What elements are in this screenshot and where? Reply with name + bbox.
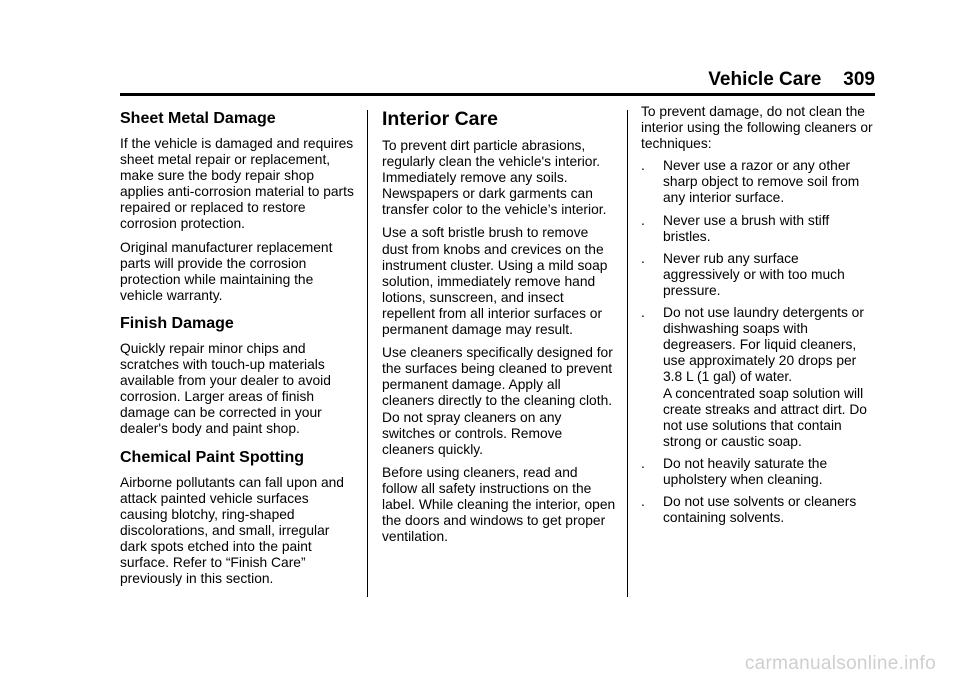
bullet-mark: . bbox=[641, 305, 645, 321]
bullet-list bbox=[641, 158, 879, 526]
paragraph: Original manufacturer replacement parts will provide the corrosion protection while maintaining the vehicle warranty. bbox=[120, 239, 333, 303]
heading-finish-damage: Finish Damage bbox=[120, 314, 234, 332]
section-title: Vehicle Care bbox=[708, 69, 822, 90]
column-right bbox=[641, 104, 879, 532]
column-middle bbox=[382, 104, 616, 552]
list-item-text: Do not use solvents or cleaners containing solvents. bbox=[663, 494, 857, 526]
bullet-mark: . bbox=[641, 455, 645, 471]
bullet-mark: . bbox=[641, 250, 645, 266]
heading-sheet-metal-damage: Sheet Metal Damage bbox=[120, 110, 276, 127]
paragraph: If the vehicle is damaged and requires sheet metal repair or replacement, make sure the body repair shop applies anti-corrosion material to parts repaired or replaced to restore corrosion protection. bbox=[120, 136, 354, 232]
watermark: carmanualsonline.info bbox=[744, 653, 936, 674]
list-item-text: Never use a brush with stiff bristles. bbox=[663, 212, 830, 244]
paragraph: Use a soft bristle brush to remove dust from knobs and crevices on the instrument cluster. Using a mild soap solution, immediately remove hand lotions, sunscreen, and insect repellent from all interior surfaces or permanent damage may result. bbox=[382, 225, 608, 338]
list-item-text: Never rub any surface aggressively or with too much pressure. bbox=[663, 250, 845, 298]
paragraph-intro: To prevent damage, do not clean the interior using the following cleaners or techniques: bbox=[641, 104, 873, 152]
paragraph: Airborne pollutants can fall upon and attack painted vehicle surfaces causing blotchy, ring-shaped discolorations, and small, irregular dark spots etched into the paint surface. Refer to “Finish Care” previously in this section. bbox=[120, 474, 344, 587]
list-item bbox=[641, 158, 879, 206]
bullet-mark: . bbox=[641, 158, 645, 174]
list-item bbox=[641, 494, 879, 526]
column-divider-1 bbox=[367, 110, 368, 597]
column-left bbox=[120, 104, 356, 594]
list-item-text: Never use a razor or any other sharp object to remove soil from any interior surface. bbox=[663, 158, 860, 206]
column-divider-2 bbox=[627, 110, 628, 597]
header-divider bbox=[120, 93, 875, 96]
list-item-text: Do not use laundry detergents or dishwashing soaps with degreasers. For liquid cleaners, use approximately 20 drops per 3.8 L (1 gal) of water. A concentrated soap solution will create streaks and attract dirt. Do not use solutions that contain strong or caustic soap. bbox=[663, 305, 867, 449]
list-item bbox=[641, 251, 879, 299]
paragraph: Before using cleaners, read and follow all safety instructions on the label. While cleaning the interior, open the doors and windows to get proper ventilation. bbox=[382, 464, 616, 545]
list-item bbox=[641, 305, 879, 450]
bullet-mark: . bbox=[641, 212, 645, 228]
bullet-mark: . bbox=[641, 494, 645, 510]
paragraph: To prevent dirt particle abrasions, regularly clean the vehicle's interior. Immediately remove any soils. Newspapers or dark garments can transfer color to the vehicle’s interior. bbox=[382, 138, 607, 218]
paragraph: Quickly repair minor chips and scratches with touch-up materials available from your dealer to avoid corrosion. Larger areas of finish damage can be corrected in your dealer's body and paint shop. bbox=[120, 340, 331, 437]
list-item bbox=[641, 456, 879, 488]
page-header bbox=[708, 69, 875, 91]
heading-interior-care: Interior Care bbox=[382, 108, 498, 130]
page-number: 309 bbox=[843, 69, 875, 90]
heading-chemical-paint-spotting: Chemical Paint Spotting bbox=[120, 448, 305, 466]
list-item bbox=[641, 213, 879, 245]
paragraph: Use cleaners specifically designed for the surfaces being cleaned to prevent permanent damage. Apply all cleaners directly to the cleaning cloth. Do not spray cleaners on any switches or controls. Remove cleaners quickly. bbox=[382, 345, 613, 457]
list-item-text: Do not heavily saturate the upholstery when cleaning. bbox=[663, 455, 828, 487]
